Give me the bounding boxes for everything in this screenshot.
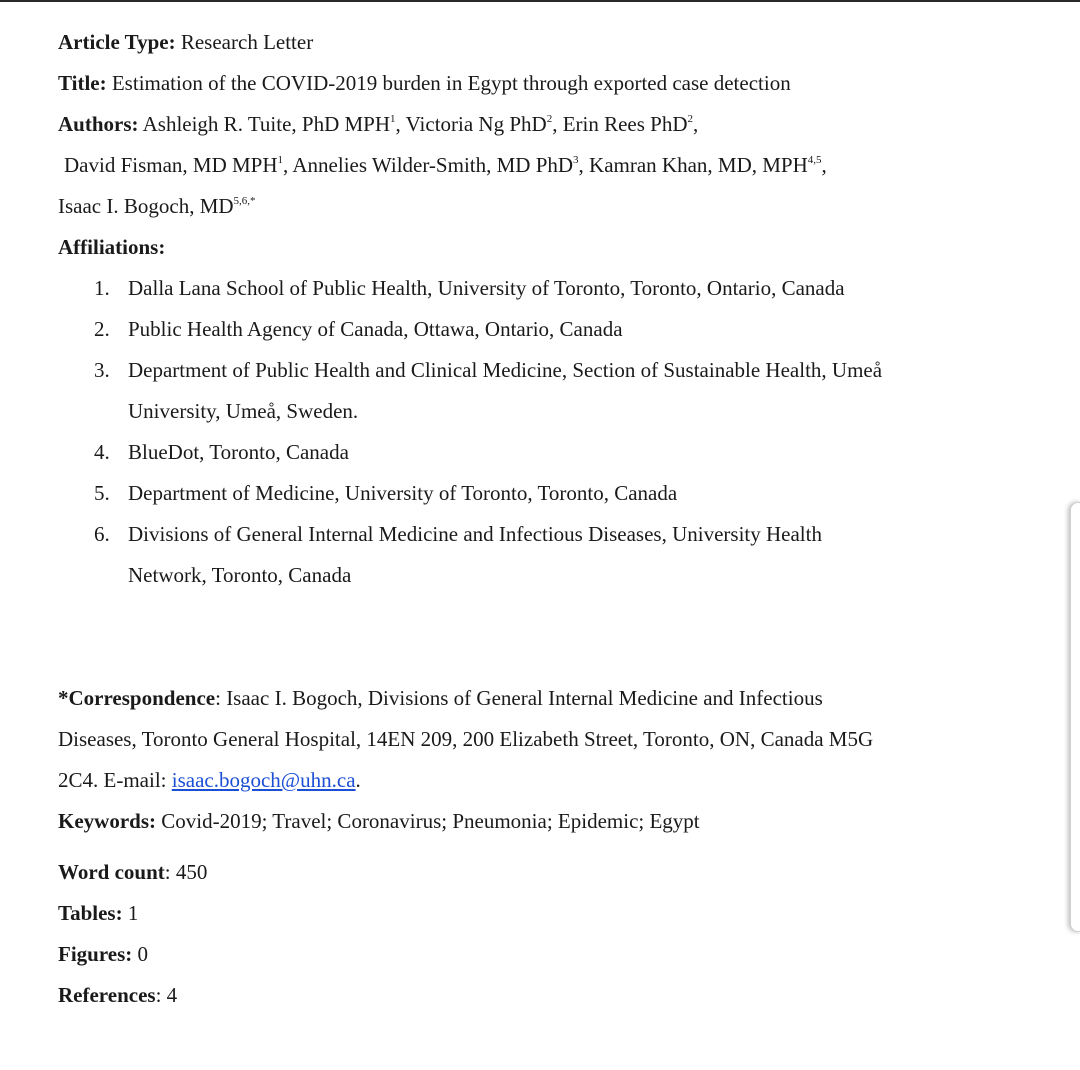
author-name: Kamran Khan, MD, MPH — [589, 153, 808, 177]
authors-line-1: Authors: Ashleigh R. Tuite, PhD MPH$^1$, Victoria Ng PhD$^2$, Erin Rees PhD$^2$, — [58, 112, 699, 136]
article-type-line — [58, 22, 1048, 63]
section-gap — [58, 596, 1048, 678]
keywords-line — [58, 801, 1048, 842]
affiliation-item — [58, 432, 1048, 473]
author-affil-sup: 3 — [573, 154, 579, 166]
author-name: Isaac I. Bogoch, MD — [58, 194, 234, 218]
correspondence-line-3: 2C4. E-mail: isaac.bogoch@uhn.ca. — [58, 768, 361, 792]
affiliation-item — [58, 309, 1048, 350]
author-affil-sup: 1 — [277, 154, 284, 166]
affiliation-number: 2. — [94, 317, 110, 341]
tables-label: Tables: — [58, 901, 123, 925]
author-name: Ashleigh R. Tuite, PhD MPH — [142, 112, 391, 136]
title-line — [58, 63, 1048, 104]
correspondence-text: Diseases, Toronto General Hospital, 14EN 209, 200 Elizabeth Street, Toronto, ON, Canada M5G — [58, 727, 874, 751]
affiliation-text-cont: University, Umeå, Sweden. — [128, 399, 359, 423]
article-type-label: Article Type: — [58, 30, 176, 54]
affiliation-item — [58, 514, 1048, 596]
affiliation-text: Department of Medicine, University of Toronto, Toronto, Canada — [128, 481, 678, 505]
correspondence-text: 2C4. E-mail: — [58, 768, 172, 792]
document-page — [58, 22, 1048, 1016]
affiliations-label: Affiliations: — [58, 235, 166, 259]
references-value: : 4 — [155, 983, 178, 1007]
correspondence-line-1 — [58, 678, 1048, 719]
affiliation-item — [58, 473, 1048, 514]
figures-line — [58, 934, 1048, 975]
tables-line — [58, 893, 1048, 934]
title-value: Estimation of the COVID-2019 burden in Egypt through exported case detection — [111, 71, 791, 95]
top-border — [0, 0, 1080, 2]
affiliation-number: 4. — [94, 440, 110, 464]
affiliation-text: Divisions of General Internal Medicine and Infectious Diseases, University Health — [128, 522, 822, 546]
authors-line-3 — [58, 186, 1048, 227]
figures-label: Figures: — [58, 942, 133, 966]
title-label: Title: — [58, 71, 107, 95]
correspondence-label: *Correspondence — [58, 686, 216, 710]
affiliation-number: 6. — [94, 522, 110, 546]
tables-value: 1 — [127, 901, 139, 925]
affiliation-text-cont: Network, Toronto, Canada — [128, 563, 352, 587]
author-name: Annelies Wilder-Smith, MD PhD — [292, 153, 574, 177]
affiliation-text: Department of Public Health and Clinical Medicine, Section of Sustainable Health, Umeå — [128, 358, 883, 382]
affiliation-number: 3. — [94, 358, 110, 382]
author-name: Victoria Ng PhD — [405, 112, 547, 136]
keywords-label: Keywords: — [58, 809, 156, 833]
affiliation-item — [58, 268, 1048, 309]
author-name: David Fisman, MD MPH — [64, 153, 278, 177]
affiliations-heading — [58, 227, 1048, 268]
affiliation-number: 5. — [94, 481, 110, 505]
author-affil-sup: 5,6,* — [233, 195, 256, 207]
word-count-line — [58, 852, 1048, 893]
references-label: References — [58, 983, 156, 1007]
authors-line-2: David Fisman, MD MPH$^1$, Annelies Wilder-Smith, MD PhD$^3$, Kamran Khan, MD, MPH$^{4,5}$, — [64, 153, 827, 177]
affiliations-list — [58, 268, 1048, 596]
author-name: Erin Rees PhD — [562, 112, 688, 136]
figures-value: 0 — [137, 942, 149, 966]
word-count-value: : 450 — [164, 860, 208, 884]
affiliation-text: Dalla Lana School of Public Health, University of Toronto, Toronto, Ontario, Canada — [128, 276, 845, 300]
email-link[interactable]: isaac.bogoch@uhn.ca — [171, 768, 356, 792]
affiliation-text: BlueDot, Toronto, Canada — [128, 440, 349, 464]
author-affil-sup: 1 — [390, 113, 396, 125]
word-count-label: Word count — [58, 860, 165, 884]
references-line — [58, 975, 1048, 1016]
scrollbar-handle[interactable] — [1070, 502, 1080, 932]
authors-label: Authors: — [58, 112, 139, 136]
correspondence-text: : Isaac I. Bogoch, Divisions of General Internal Medicine and Infectious — [215, 686, 823, 710]
correspondence-line-2 — [58, 719, 1048, 760]
author-affil-sup: 4,5 — [807, 154, 822, 166]
article-type-value: Research Letter — [180, 30, 314, 54]
affiliation-item — [58, 350, 1048, 432]
affiliation-number: 1. — [94, 276, 110, 300]
author-affil-sup: 2 — [546, 113, 553, 125]
author-affil-sup: 2 — [687, 113, 694, 125]
affiliation-text: Public Health Agency of Canada, Ottawa, Ontario, Canada — [128, 317, 623, 341]
keywords-value: Covid-2019; Travel; Coronavirus; Pneumonia; Epidemic; Egypt — [161, 809, 700, 833]
